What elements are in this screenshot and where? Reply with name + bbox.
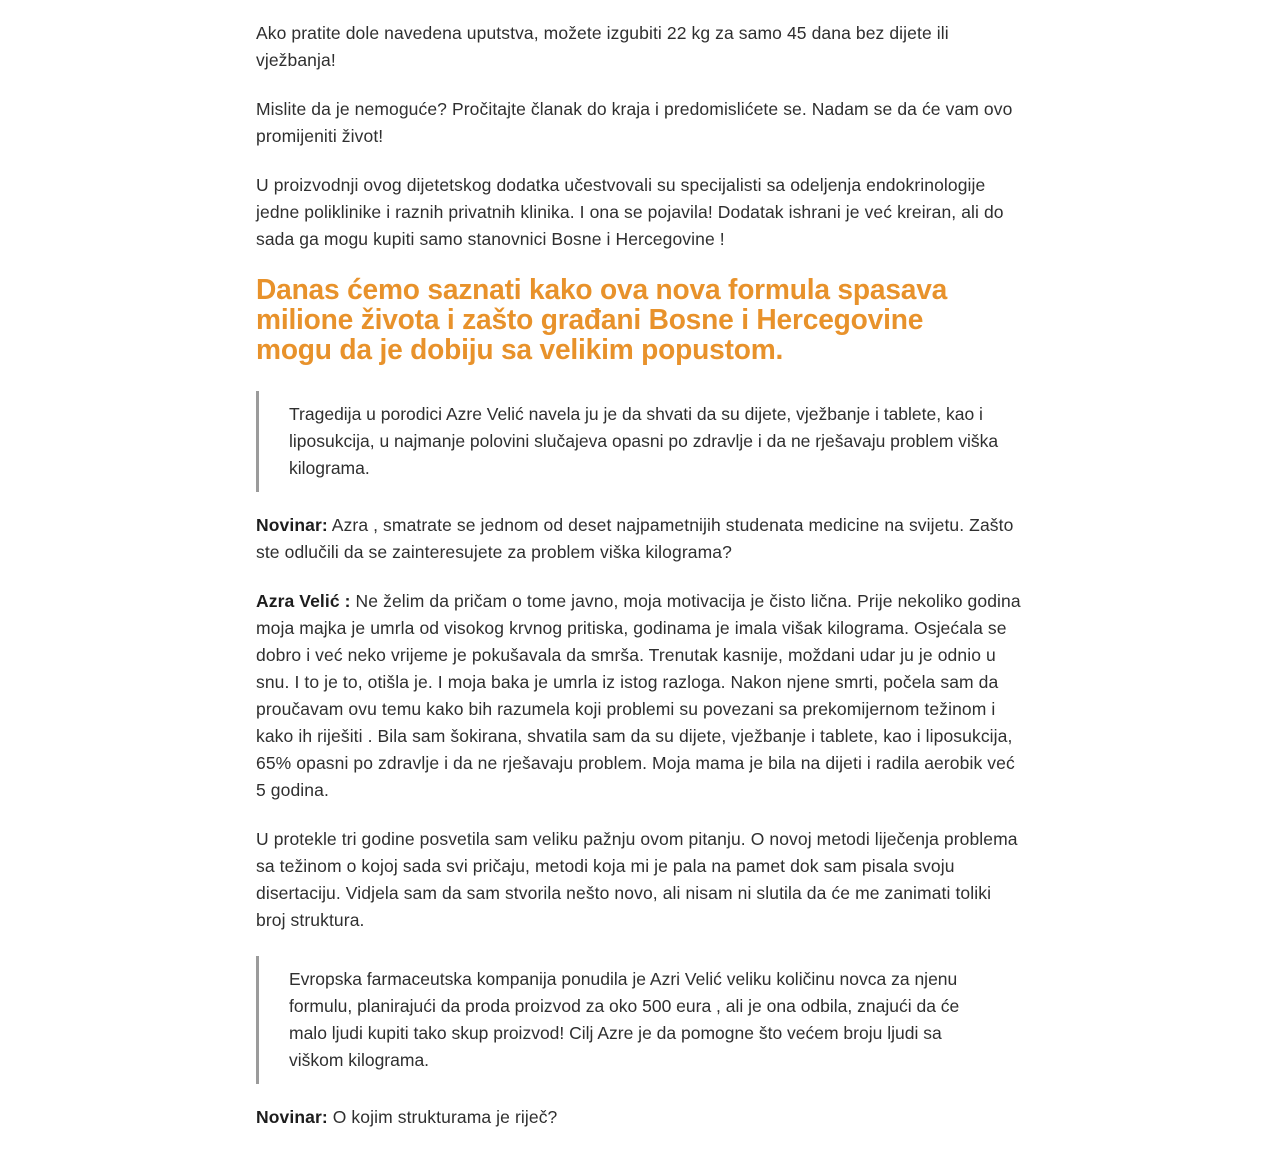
- promo-heading: Danas ćemo saznati kako ova nova formula spasava milione života i zašto građani Bosne i Hercegovine mogu da je dobiju sa velikim popustom.: [256, 274, 948, 366]
- interview-question-2-text: O kojim strukturama je riječ?: [327, 1107, 558, 1127]
- interview-question-2: [256, 1104, 1022, 1131]
- interview-question-1-text: Azra , smatrate se jednom od deset najpametnijih studenata medicine na svijetu. Zašto ste odlučili da se zainteresujete za problem viška kilograma?: [256, 515, 1014, 562]
- pull-quote-tragedy-text: Tragedija u porodici Azre Velić navela ju je da shvati da su dijete, vježbanje i tablete, kao i liposukcija, u najmanje polovini slučajeva opasni po zdravlje i da ne rješavaju problem viška kilograma.: [289, 404, 999, 478]
- interview-answer-1-continuation: U protekle tri godine posvetila sam veliku pažnju ovom pitanju. O novoj metodi liječenja problema sa težinom o kojoj sada svi pričaju, metodi koja mi je pala na pamet dok sam pisala svoju disertaciju. Vidjela sam da sam stvorila nešto novo, ali nisam ni slutila da će me zanimati toliki broj struktura.: [256, 829, 1018, 930]
- intro-paragraph-2: Mislite da je nemoguće? Pročitajte članak do kraja i predomislićete se. Nadam se da će vam ovo promijeniti život!: [256, 99, 1013, 146]
- pull-quote-pharma-offer-text: Evropska farmaceutska kompanija ponudila je Azri Velić veliku količinu novca za njenu formulu, planirajući da proda proizvod za oko 500 eura , ali je ona odbila, znajući da će malo ljudi kupiti tako skup proizvod! Cilj Azre je da pomogne što većem broju ljudi sa viškom kilograma.: [289, 969, 960, 1070]
- intro-paragraph-3: U proizvodnji ovog dijetetskog dodatka učestvovali su specijalisti sa odeljenja endokrinologije jedne poliklinike i raznih privatnih klinika. I ona se pojavila! Dodatak ishrani je već kreiran, ali do sada ga mogu kupiti samo stanovnici Bosne i Hercegovine !: [256, 175, 1004, 249]
- speaker-label-azra-velic: Azra Velić :: [256, 591, 351, 611]
- intro-paragraph-1: Ako pratite dole navedena uputstva, možete izgubiti 22 kg za samo 45 dana bez dijete ili vježbanja!: [256, 23, 949, 70]
- speaker-label-journalist-1: Novinar:: [256, 515, 328, 535]
- pull-quote-tragedy: [256, 391, 1001, 492]
- interview-answer-1-text: Ne želim da pričam o tome javno, moja motivacija je čisto lična. Prije nekoliko godina moja majka je umrla od visokog krvnog pritiska, godinama je imala višak kilograma. Osjećala se dobro i već neko vrijeme je pokušavala da smrša. Trenutak kasnije, moždani udar ju je odnio u snu. I to je to, otišla je. I moja baka je umrla iz istog razloga. Nakon njene smrti, počela sam da proučavam ovu temu kako bih razumela koji problemi su povezani sa prekomijernom težinom i kako ih riješiti . Bila sam šokirana, shvatila sam da su dijete, vježbanje i tablete, kao i liposukcija, 65% opasni po zdravlje i da ne rješavaju problem. Moja mama je bila na dijeti i radila aerobik već 5 godina.: [256, 591, 1021, 800]
- pull-quote-pharma-offer: [256, 956, 976, 1084]
- interview-question-1: [256, 512, 1022, 566]
- speaker-label-journalist-2: Novinar:: [256, 1107, 328, 1127]
- interview-answer-1: [256, 588, 1022, 804]
- article-content: [256, 0, 1022, 1153]
